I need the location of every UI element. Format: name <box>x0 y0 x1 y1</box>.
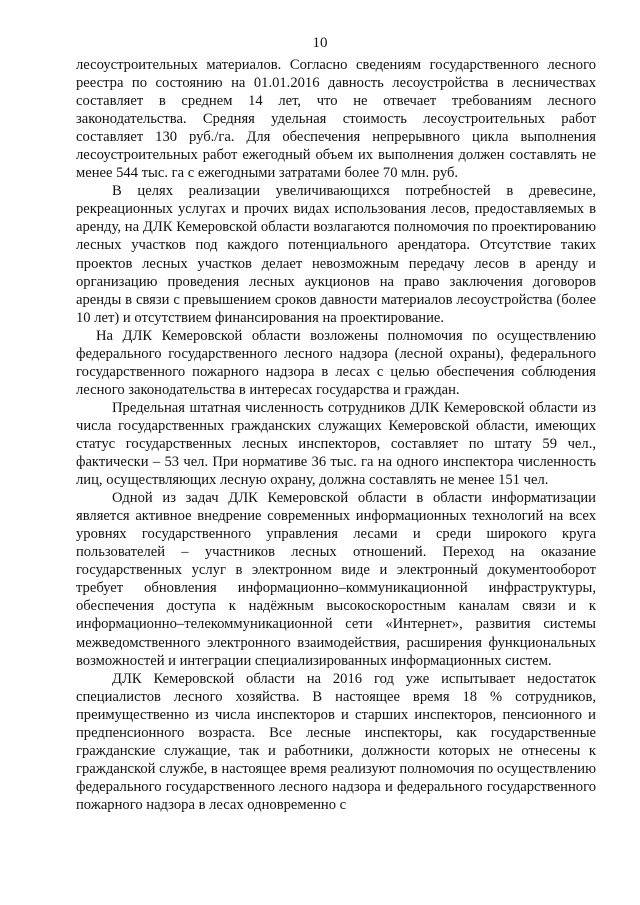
document-body <box>76 56 596 814</box>
paragraph-forest-lease: В целях реализации увеличивающихся потребностей в древесине, рекреационных услугах и прочих видах использования лесов, предоставляемых в аренду, на ДЛК Кемеровской области возлагаются полномочия по проектированию лесных участков под каждого потенциального арендатора. Отсутствие таких проектов лесных участков делает невозможным передачу лесов в аренду и организацию проведения лесных аукционов на право заключения договоров аренды в связи с превышением сроков давности материалов лесоустройства (более 10 лет) и отсутствием финансирования на проектирование. <box>76 183 596 326</box>
paragraph-supervision-powers: На ДЛК Кемеровской области возложены полномочия по осуществлению федерального государственного лесного надзора (лесной охраны), федерального государственного пожарного надзора в лесах с целью обеспечения соблюдения лесного законодательства в интересах государства и граждан. <box>76 327 596 398</box>
paragraph-staff-shortage: ДЛК Кемеровской области на 2016 год уже испытывает недостаток специалистов лесного хозяйства. В настоящее время 18 % сотрудников, преимущественно из числа инспекторов и старших инспекторов, пенсионного и предпенсионного возраста. Все лесные инспекторы, как государственные гражданские служащие, так и работники, должности которых не отнесены к гражданской службе, в настоящее время реализуют полномочия по осуществлению федерального государственного лесного надзора и федерального государственного пожарного надзора в лесах одновременно с <box>76 670 596 813</box>
page-number: 10 <box>312 35 328 51</box>
paragraph-staff-numbers: Предельная штатная численность сотрудников ДЛК Кемеровской области из числа государственных гражданских служащих Кемеровской области, имеющих статус государственных лесных инспекторов, составляет по штату 59 чел., фактически – 53 чел. При нормативе 36 тыс. га на одного инспектора численность лиц, осуществляющих лесную охрану, должна составлять не менее 151 чел. <box>76 399 596 489</box>
paragraph-informatization: Одной из задач ДЛК Кемеровской области в области информатизации является активное внедрение современных информационных технологий на всех уровнях государственного управления лесами и среди широкого круга пользователей – участников лесных отношений. Переход на оказание государственных услуг в электронном виде и электронный документооборот требует обновления информационно–коммуникационной инфраструктуры, обеспечения доступа к надёжным высокоскоростным каналам связи и к информационно–телекоммуникационной сети «Интернет», развития системы межведомственного электронного взаимодействия, расширения функциональных возможностей и интеграции специализированных информационных систем. <box>76 490 596 669</box>
paragraph-forest-inventory: лесоустроительных материалов. Согласно сведениям государственного лесного реестра по состоянию на 01.01.2016 давность лесоустройства в лесничествах составляет в среднем 14 лет, что не отвечает требованиям лесного законодательства. Средняя удельная стоимость лесоустроительных работ составляет 130 руб./га. Для обеспечения непрерывного цикла выполнения лесоустроительных работ ежегодный объем их выполнения должен составлять не менее 544 тыс. га с ежегодными затратами более 70 млн. руб. <box>76 57 596 182</box>
